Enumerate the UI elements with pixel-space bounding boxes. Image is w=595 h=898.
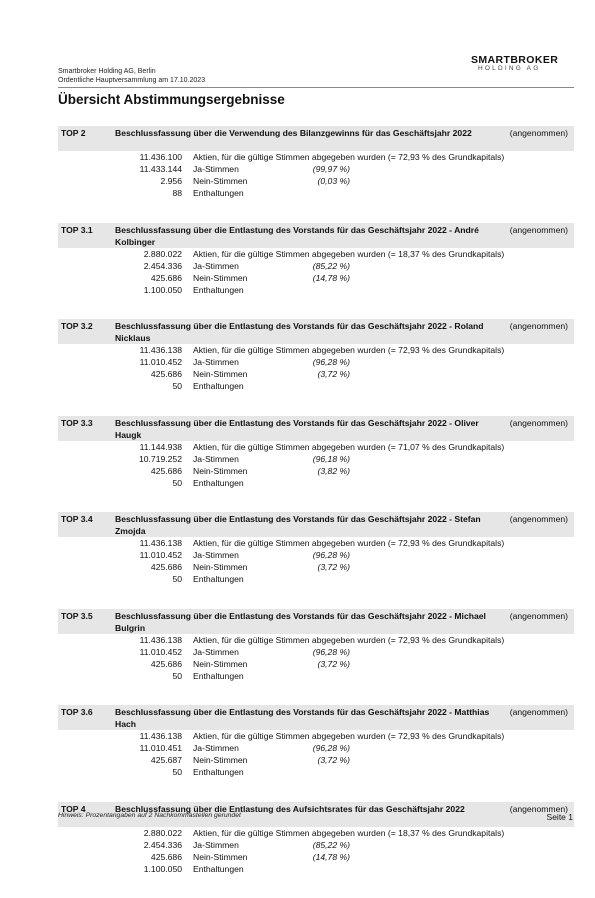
vote-label: Ja-Stimmen — [193, 357, 239, 367]
no-votes-row — [58, 272, 574, 284]
valid-shares-row — [58, 634, 574, 646]
vote-label: Nein-Stimmen — [193, 272, 248, 283]
no-votes-row — [58, 851, 574, 863]
valid-shares-row — [58, 151, 574, 163]
agenda-item-title: Beschlussfassung über die Entlastung des Vorstands für das Geschäftsjahr 2022 - Stefan Zmojda — [115, 514, 481, 536]
agenda-item-title: Beschlussfassung über die Entlastung des Vorstands für das Geschäftsjahr 2022 - Roland Nicklaus — [115, 321, 484, 343]
valid-shares-row — [58, 730, 574, 742]
vote-percentage: (96,28 %) — [312, 550, 350, 560]
vote-count: 50 — [172, 381, 182, 391]
yes-votes-row — [58, 839, 574, 851]
vote-label: Nein-Stimmen — [193, 658, 248, 669]
vote-count: 11.010.452 — [139, 550, 182, 560]
vote-count: 425.687 — [150, 755, 182, 765]
vote-label: Nein-Stimmen — [193, 465, 248, 476]
agenda-item — [58, 705, 574, 778]
agenda-item-status: (angenommen) — [509, 803, 568, 814]
agenda-item-number: TOP 4 — [61, 803, 86, 814]
vote-count: 425.686 — [150, 369, 182, 379]
vote-percentage: (3,72 %) — [317, 658, 350, 669]
yes-votes-row — [58, 453, 574, 465]
logo-sub-text: HOLDING AG — [478, 65, 541, 72]
vote-count: 11.436.100 — [139, 152, 182, 162]
agenda-item-title: Beschlussfassung über die Entlastung des Vorstands für das Geschäftsjahr 2022 - André Kolbinger — [115, 224, 479, 247]
vote-label: Nein-Stimmen — [193, 755, 248, 765]
vote-count: 11.433.144 — [139, 164, 182, 174]
abstentions-row — [58, 573, 574, 585]
agenda-item-title: Beschlussfassung über die Entlastung des Vorstands für das Geschäftsjahr 2022 - Michael Bulgrin — [115, 610, 486, 633]
vote-percentage: (0,03 %) — [317, 176, 350, 186]
abstentions-row — [58, 284, 574, 296]
vote-count: 50 — [172, 477, 182, 488]
vote-percentage: (99,97 %) — [312, 164, 350, 174]
vote-label: Aktien, für die gültige Stimmen abgegeben wurden (= 72,93 % des Grundkapitals) — [193, 538, 505, 548]
vote-count: 2.956 — [160, 176, 182, 186]
yes-votes-row — [58, 549, 574, 561]
vote-count: 2.880.022 — [143, 248, 182, 259]
vote-count: 11.010.451 — [139, 743, 182, 753]
vote-count: 88 — [172, 188, 182, 198]
yes-votes-row — [58, 646, 574, 658]
company-name: Smartbroker Holding AG, Berlin — [58, 68, 156, 75]
agenda-item-header — [58, 705, 574, 730]
vote-count: 425.686 — [150, 465, 182, 476]
vote-percentage: (96,28 %) — [312, 743, 350, 753]
vote-count: 1.100.050 — [143, 284, 182, 295]
yes-votes-row — [58, 742, 574, 754]
agenda-item-number: TOP 3.5 — [61, 610, 93, 621]
vote-label: Ja-Stimmen — [193, 453, 239, 464]
vote-label: Enthaltungen — [193, 284, 244, 295]
voting-results-list — [58, 126, 574, 898]
no-votes-row — [58, 658, 574, 670]
abstentions-row — [58, 380, 574, 392]
agenda-item-status: (angenommen) — [509, 224, 568, 235]
valid-shares-row — [58, 248, 574, 260]
vote-count: 11.436.138 — [139, 538, 182, 548]
vote-label: Ja-Stimmen — [193, 839, 239, 850]
vote-percentage: (85,22 %) — [312, 260, 350, 271]
vote-label: Enthaltungen — [193, 477, 244, 488]
vote-count: 11.010.452 — [139, 646, 182, 657]
vote-label: Nein-Stimmen — [193, 176, 248, 186]
vote-percentage: (14,78 %) — [312, 272, 350, 283]
no-votes-row — [58, 368, 574, 380]
agenda-item-header — [58, 223, 574, 248]
vote-count: 425.686 — [150, 658, 182, 669]
valid-shares-row — [58, 441, 574, 453]
abstentions-row — [58, 187, 574, 199]
agenda-item-status: (angenommen) — [509, 321, 568, 331]
vote-label: Aktien, für die gültige Stimmen abgegeben wurden (= 71,07 % des Grundkapitals) — [193, 441, 505, 452]
vote-percentage: (3,72 %) — [317, 369, 350, 379]
vote-label: Aktien, für die gültige Stimmen abgegeben wurden (= 72,93 % des Grundkapitals) — [193, 731, 505, 741]
agenda-item-status: (angenommen) — [509, 417, 568, 428]
vote-count: 1.100.050 — [143, 863, 182, 874]
yes-votes-row — [58, 260, 574, 272]
vote-percentage: (3,72 %) — [317, 562, 350, 572]
yes-votes-row — [58, 356, 574, 368]
abstentions-row — [58, 670, 574, 682]
agenda-item — [58, 223, 574, 296]
vote-percentage: (14,78 %) — [312, 851, 350, 862]
agenda-item-status: (angenommen) — [509, 514, 568, 524]
footer-note: Hinweis: Prozentangaben auf 2 Nachkommastellen gerundet — [58, 812, 241, 819]
agenda-item — [58, 126, 574, 199]
vote-percentage: (3,72 %) — [317, 755, 350, 765]
vote-label: Nein-Stimmen — [193, 369, 248, 379]
agenda-item-header — [58, 416, 574, 441]
vote-count: 2.880.022 — [143, 827, 182, 838]
agenda-item-status: (angenommen) — [509, 707, 568, 717]
no-votes-row — [58, 175, 574, 187]
no-votes-row — [58, 754, 574, 766]
yes-votes-row — [58, 163, 574, 175]
agenda-item-title: Beschlussfassung über die Verwendung des Bilanzgewinns für das Geschäftsjahr 2022 — [115, 128, 472, 138]
agenda-item-number: TOP 3.2 — [61, 321, 93, 331]
vote-label: Aktien, für die gültige Stimmen abgegeben wurden (= 18,37 % des Grundkapitals) — [193, 248, 505, 259]
agenda-item — [58, 319, 574, 392]
valid-shares-row — [58, 537, 574, 549]
header-divider — [58, 87, 574, 88]
vote-percentage: (96,28 %) — [312, 646, 350, 657]
vote-label: Enthaltungen — [193, 188, 244, 198]
vote-label: Enthaltungen — [193, 767, 244, 777]
vote-count: 11.010.452 — [139, 357, 182, 367]
vote-label: Nein-Stimmen — [193, 851, 248, 862]
page-title: Übersicht Abstimmungsergebnisse — [58, 92, 285, 107]
vote-label: Enthaltungen — [193, 381, 244, 391]
agenda-item-number: TOP 2 — [61, 128, 86, 138]
agenda-item-title: Beschlussfassung über die Entlastung des Vorstands für das Geschäftsjahr 2022 - Oliver Haugk — [115, 417, 479, 440]
agenda-item — [58, 512, 574, 585]
vote-label: Aktien, für die gültige Stimmen abgegeben wurden (= 72,93 % des Grundkapitals) — [193, 152, 505, 162]
valid-shares-row — [58, 344, 574, 356]
vote-count: 11.436.138 — [139, 345, 182, 355]
vote-count: 11.436.138 — [139, 731, 182, 741]
agenda-item-header — [58, 512, 574, 537]
smartbroker-logo — [471, 54, 563, 72]
agenda-item-number: TOP 3.6 — [61, 707, 93, 717]
vote-count: 425.686 — [150, 851, 182, 862]
agenda-item-title: Beschlussfassung über die Entlastung des Aufsichtsrates für das Geschäftsjahr 2022 — [115, 803, 465, 814]
abstentions-row — [58, 766, 574, 778]
vote-count: 425.686 — [150, 272, 182, 283]
page-number: Seite 1 — [546, 812, 573, 822]
vote-label: Aktien, für die gültige Stimmen abgegeben wurden (= 72,93 % des Grundkapitals) — [193, 345, 505, 355]
vote-count: 50 — [172, 670, 182, 681]
agenda-item — [58, 416, 574, 489]
logo-main-text: SMARTBROKER — [471, 54, 559, 66]
valid-shares-row — [58, 827, 574, 839]
vote-count: 2.454.336 — [143, 839, 182, 850]
meeting-name: Ordentliche Hauptversammlung am 17.10.2023 — [58, 76, 206, 84]
vote-percentage: (96,18 %) — [312, 453, 350, 464]
vote-label: Enthaltungen — [193, 863, 244, 874]
vote-count: 425.686 — [150, 562, 182, 572]
vote-count: 2.454.336 — [143, 260, 182, 271]
vote-percentage: (3,82 %) — [317, 465, 350, 476]
vote-percentage: (85,22 %) — [312, 839, 350, 850]
company-header — [58, 68, 205, 85]
agenda-item-header — [58, 609, 574, 634]
agenda-item-number: TOP 3.4 — [61, 514, 93, 524]
vote-label: Ja-Stimmen — [193, 646, 239, 657]
agenda-item-number: TOP 3.1 — [61, 224, 93, 235]
agenda-item-number: TOP 3.3 — [61, 417, 93, 428]
vote-label: Enthaltungen — [193, 670, 244, 681]
vote-count: 50 — [172, 767, 182, 777]
vote-label: Ja-Stimmen — [193, 164, 239, 174]
vote-count: 50 — [172, 574, 182, 584]
agenda-item-header — [58, 319, 574, 344]
vote-label: Ja-Stimmen — [193, 550, 239, 560]
agenda-item-title: Beschlussfassung über die Entlastung des Vorstands für das Geschäftsjahr 2022 - Matthias Hach — [115, 707, 490, 729]
vote-label: Ja-Stimmen — [193, 260, 239, 271]
agenda-item-header — [58, 126, 574, 151]
abstentions-row — [58, 863, 574, 875]
vote-count: 10.719.252 — [138, 453, 182, 464]
abstentions-row — [58, 477, 574, 489]
vote-label: Nein-Stimmen — [193, 562, 248, 572]
no-votes-row — [58, 465, 574, 477]
vote-label: Aktien, für die gültige Stimmen abgegeben wurden (= 72,93 % des Grundkapitals) — [193, 634, 505, 645]
agenda-item — [58, 609, 574, 682]
vote-label: Enthaltungen — [193, 574, 244, 584]
agenda-item-status: (angenommen) — [509, 610, 568, 621]
vote-percentage: (96,28 %) — [312, 357, 350, 367]
vote-count: 11.144.938 — [139, 441, 182, 452]
vote-label: Aktien, für die gültige Stimmen abgegeben wurden (= 18,37 % des Grundkapitals) — [193, 827, 505, 838]
vote-count: 11.436.138 — [139, 634, 182, 645]
vote-label: Ja-Stimmen — [193, 743, 239, 753]
no-votes-row — [58, 561, 574, 573]
agenda-item-status: (angenommen) — [509, 128, 568, 138]
